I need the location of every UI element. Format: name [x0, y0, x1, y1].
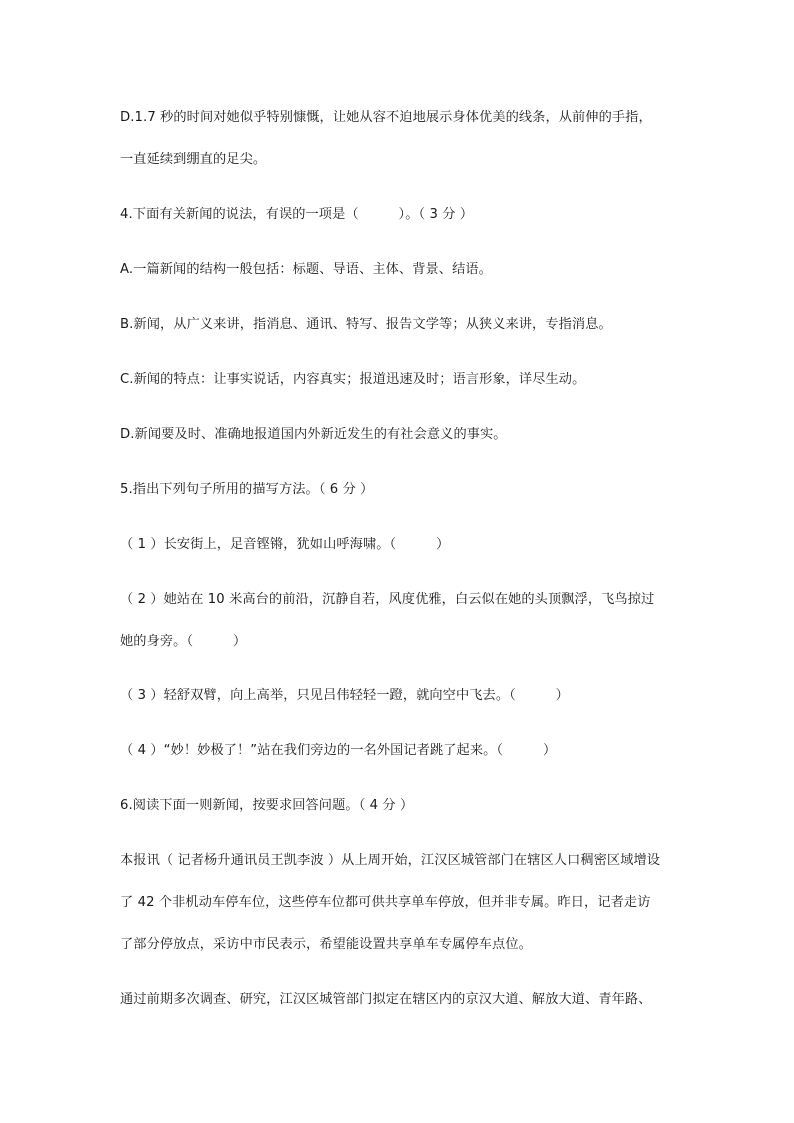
news-paragraph-1-line-2: 了 42 个非机动车停车位，这些停车位都可供共享单车停放，但并非专属。昨日，记者走访: [120, 895, 651, 910]
question-4-stem: 4.下面有关新闻的说法，有误的一项是（ ）。（ 3 分 ）: [120, 207, 474, 222]
question-5-item-3: （ 3 ）轻舒双臂，向上高举，只见吕伟轻轻一蹬，就向空中飞去。（ ）: [120, 688, 569, 703]
question-5-stem: 5.指出下列句子所用的描写方法。（ 6 分 ）: [120, 482, 374, 497]
question-5-item-2-line-1: （ 2 ）她站在 10 米高台的前沿，沉静自若，风度优雅，白云似在她的头顶飘浮，飞鸟掠过: [120, 592, 655, 607]
news-paragraph-1-line-1: 本报讯（ 记者杨升通讯员王凯李波 ）从上周开始，江汉区城管部门在辖区人口稠密区域增设: [120, 853, 661, 868]
option-d-line-2: 一直延续到绷直的足尖。: [120, 152, 267, 167]
option-d-line-1: D.1.7 秒的时间对她似乎特别慷慨，让她从容不迫地展示身体优美的线条，从前伸的手指，: [120, 110, 652, 125]
question-5-item-2-line-2: 她的身旁。（ ）: [120, 634, 247, 649]
news-paragraph-2-line-1: 通过前期多次调查、研究，江汉区城管部门拟定在辖区内的京汉大道、解放大道、青年路、: [120, 992, 652, 1007]
question-4-option-c: C.新闻的特点：让事实说话，内容真实；报道迅速及时；语言形象，详尽生动。: [120, 372, 586, 387]
question-4-option-a: A.一篇新闻的结构一般包括：标题、导语、主体、背景、结语。: [120, 262, 492, 277]
question-6-stem: 6.阅读下面一则新闻，按要求回答问题。（ 4 分 ）: [120, 798, 414, 813]
question-5-item-1: （ 1 ）长安街上，足音铿锵，犹如山呼海啸。（ ）: [120, 537, 450, 552]
question-5-item-4: （ 4 ）“妙！妙极了！”站在我们旁边的一名外国记者跳了起来。（ ）: [120, 743, 557, 758]
news-paragraph-1-line-3: 了部分停放点，采访中市民表示，希望能设置共享单车专属停车点位。: [120, 937, 532, 952]
question-4-option-b: B.新闻，从广义来讲，指消息、通讯、特写、报告文学等；从狭义来讲，专指消息。: [120, 317, 612, 332]
question-4-option-d: D.新闻要及时、准确地报道国内外新近发生的有社会意义的事实。: [120, 427, 507, 442]
